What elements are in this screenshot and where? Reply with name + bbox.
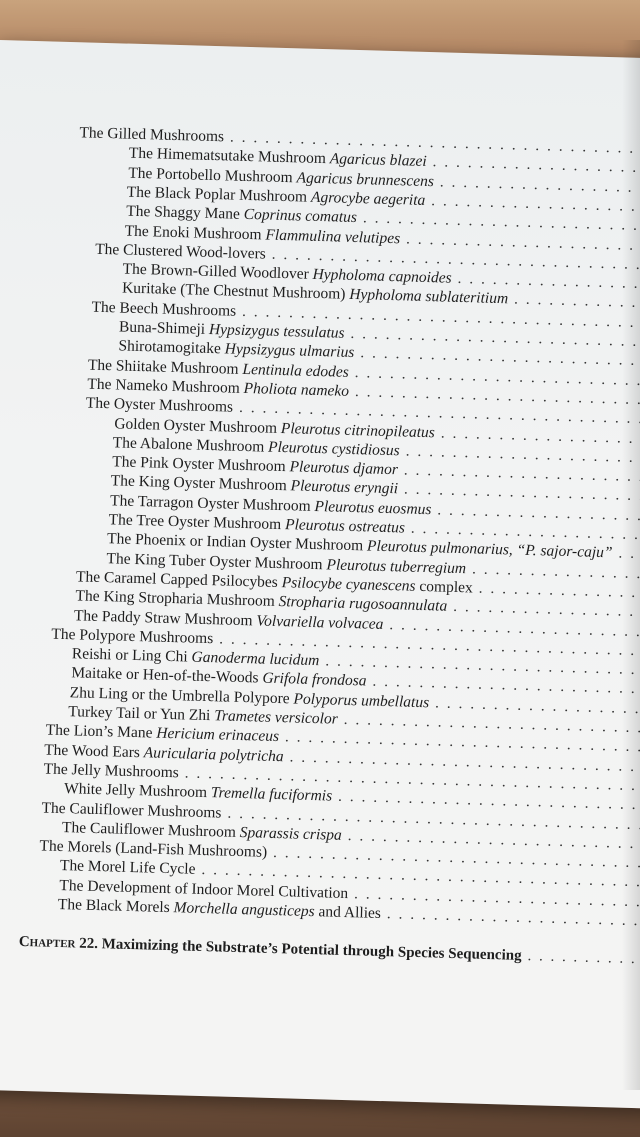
entry-species-name: Coprinus comatus (243, 206, 358, 227)
entry-species-name: Pleurotus djamor (289, 458, 399, 479)
entry-text: The Phoenix or Indian Oyster Mushroom (106, 530, 368, 555)
entry-text: The Cauliflower Mushroom (61, 818, 241, 841)
entry-text: The Shiitake Mushroom (87, 356, 243, 378)
entry-text: Golden Oyster Mushroom (114, 414, 282, 437)
entry-species-name: Sparassis crispa (239, 823, 343, 844)
toc-entry-title (91, 298, 236, 320)
entry-text: Kuritake (The Chestnut Mushroom) (121, 279, 350, 304)
entry-suffix: complex (415, 577, 473, 597)
entry-text: The Lion’s Mane (45, 721, 157, 742)
entry-text: The Enoki Mushroom (124, 222, 266, 243)
entry-text: The Cauliflower Mushrooms (41, 798, 222, 821)
entry-text: The Pink Oyster Mushroom (112, 453, 290, 476)
entry-suffix: and Allies (314, 903, 382, 922)
entry-text: The Paddy Straw Mushroom (73, 606, 257, 629)
entry-text: The Morels (Land-Fish Mushrooms) (39, 837, 268, 861)
entry-species-name: Hypholoma sublateritium (349, 286, 509, 308)
entry-text: The King Stropharia Mushroom (75, 587, 279, 611)
entry-text: The Clustered Wood-lovers (94, 240, 267, 263)
chapter-name: Maximizing the Substrate’s Potential through Species Sequencing (97, 936, 522, 965)
entry-species-name: Pleurotus ostreatus (284, 516, 406, 537)
entry-text: The Tarragon Oyster Mushroom (109, 491, 315, 515)
entry-text: White Jelly Mushroom (63, 780, 212, 802)
entry-text: The Shaggy Mane (126, 202, 244, 224)
entry-species-name: Pleurotus citrinopileatus (280, 419, 436, 441)
entry-text: The Morel Life Cycle (59, 857, 196, 879)
entry-text: The Beech Mushrooms (91, 298, 237, 320)
entry-species-name: Hericium erinaceus (156, 724, 280, 746)
entry-species-name: Pleurotus eryngii (290, 477, 399, 498)
book-page (0, 40, 640, 1109)
table-of-contents (0, 40, 640, 1109)
entry-text: The Himematsutake Mushroom (128, 144, 331, 168)
entry-text: Turkey Tail or Yun Zhi (68, 703, 215, 725)
entry-text: The Caramel Capped Psilocybes (75, 568, 282, 591)
entry-species-name: Stropharia rugosoannulata (278, 593, 448, 615)
entry-text: The Wood Ears (43, 741, 145, 761)
entry-text: The Tree Oyster Mushroom (108, 511, 286, 534)
entry-species-name: Pholiota nameko (243, 379, 350, 400)
entry-species-name: Pleurotus pulmonarius, “P. sajor-caju” (366, 537, 613, 562)
entry-species-name: Agrocybe aegerita (310, 188, 426, 209)
entry-text: The King Oyster Mushroom (110, 472, 291, 495)
toc-entry-title (86, 395, 234, 417)
entry-text: The Polypore Mushrooms (51, 625, 214, 647)
entry-species-name: Pleurotus euosmus (314, 497, 432, 518)
chapter-label: Chapter 22. (18, 934, 99, 953)
entry-species-name: Flammulina velutipes (265, 225, 401, 247)
entry-species-name: Agaricus blazei (329, 150, 427, 171)
entry-species-name: Agaricus brunnescens (296, 168, 435, 190)
entry-text: The Abalone Mushroom (112, 434, 269, 456)
entry-text: The Jelly Mushrooms (43, 760, 180, 782)
entry-species-name: Polyporus umbellatus (293, 690, 430, 711)
entry-text: The Black Poplar Mushroom (126, 183, 312, 206)
entry-species-name: Psilocybe cyanescens (281, 573, 416, 595)
entry-species-name: Volvariella volvacea (256, 611, 384, 633)
entry-species-name: Ganoderma lucidum (191, 648, 320, 670)
chapter-title (19, 934, 522, 965)
entry-species-name: Grifola frondosa (262, 669, 367, 690)
entry-text: Reishi or Ling Chi (71, 645, 192, 666)
entry-text: The Gilled Mushrooms (79, 124, 225, 146)
entry-species-name: Tremella fuciformis (210, 784, 333, 805)
entry-species-name: Hypholoma capnoides (312, 265, 452, 287)
entry-species-name: Pleurotus tuberregium (326, 555, 467, 577)
entry-species-name: Lentinula edodes (242, 360, 350, 381)
toc-entry-title (60, 857, 196, 879)
entry-species-name: Trametes versicolor (214, 707, 338, 728)
entry-text: The Black Morels (57, 895, 174, 917)
entry-text: The Brown-Gilled Woodlover (122, 260, 313, 283)
entry-text: Maitake or Hen-of-the-Woods (71, 664, 263, 687)
entry-species-name: Auricularia polytricha (143, 743, 284, 765)
toc-entry-title (43, 760, 179, 782)
chapter-entry (19, 934, 640, 969)
entry-text: Buna-Shimeji (118, 318, 210, 338)
page-edge-shadow (622, 40, 640, 1090)
entry-species-name: Hypsizygus tessulatus (208, 320, 345, 342)
toc-entry-title (95, 241, 266, 264)
entry-text: The King Tuber Oyster Mushroom (106, 549, 327, 573)
entry-text: The Portobello Mushroom (128, 164, 297, 186)
entry-species-name: Morchella angusticeps (173, 899, 315, 921)
entry-species-name: Pleurotus cystidiosus (267, 438, 400, 460)
entry-text: The Nameko Mushroom (87, 375, 244, 397)
entry-text: The Oyster Mushrooms (85, 394, 234, 416)
entry-text: Zhu Ling or the Umbrella Polypore (69, 683, 294, 708)
toc-entry-title (79, 124, 224, 146)
entry-text: Shirotamogitake (118, 337, 226, 358)
entry-species-name: Hypsizygus ulmarius (224, 340, 355, 362)
entry-text: The Development of Indoor Morel Cultivation (59, 876, 349, 902)
